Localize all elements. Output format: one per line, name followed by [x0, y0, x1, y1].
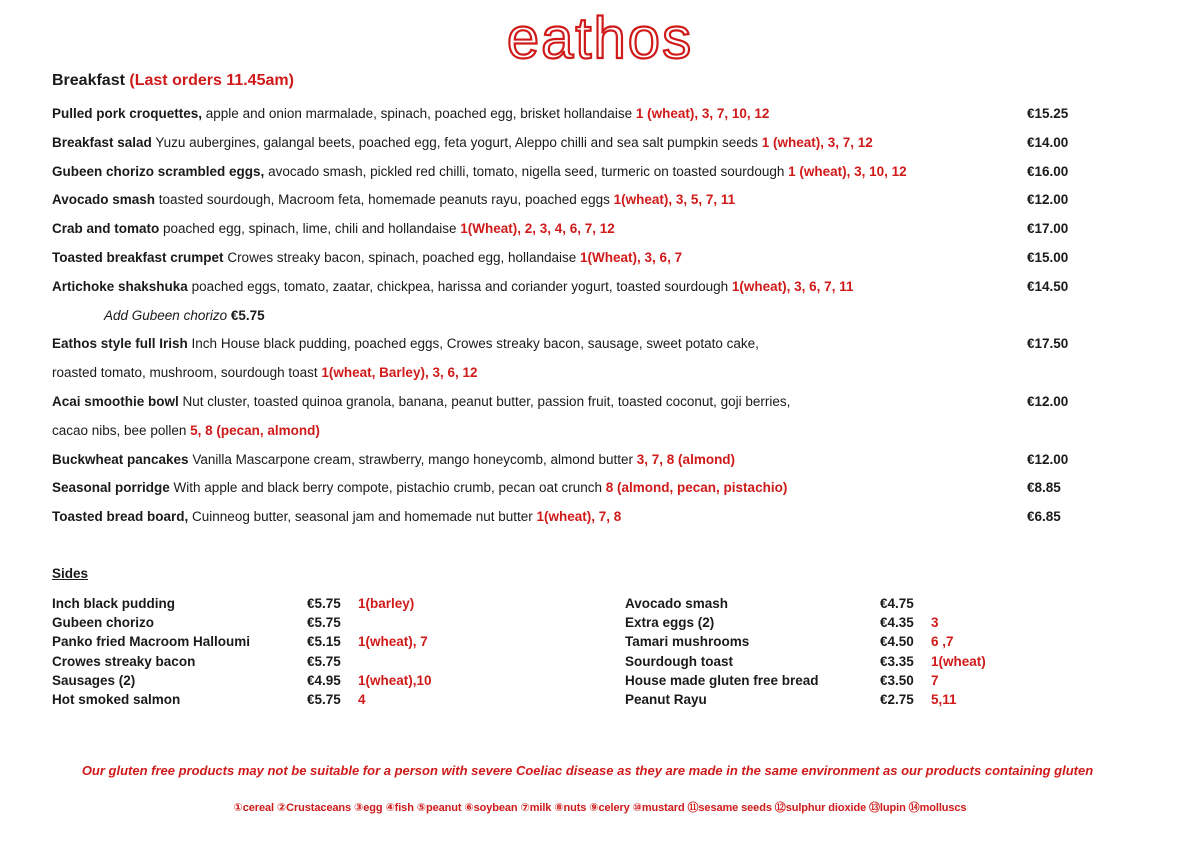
item-allergens: 1(wheat), 7, 8: [536, 509, 622, 525]
side-price: €5.75: [307, 691, 341, 707]
item-description: cacao nibs, bee pollen: [52, 422, 191, 438]
item-name: Toasted bread board,: [52, 509, 189, 525]
allergen-key: ①cereal ②Crustaceans ③egg ④fish ⑤peanut ⑥soybean ⑦milk ⑧nuts ⑨celery ⑩mustard ⑪sesame seeds ⑫sulphur dioxide ⑬lupin ⑭molluscs: [233, 802, 967, 814]
item-description: roasted tomato, mushroom, sourdough toast: [52, 365, 322, 381]
item-name: Crab and tomato: [52, 221, 160, 237]
item-description: poached eggs, tomato, zaatar, chickpea, harissa and coriander yogurt, toasted sourdough: [187, 278, 732, 294]
side-name: Panko fried Macroom Halloumi: [52, 634, 251, 650]
side-price: €5.75: [307, 615, 341, 631]
menu-item-continuation: [52, 417, 1152, 446]
item-price: €16.00: [1027, 163, 1069, 179]
logo-wordmark: eathos: [506, 6, 694, 71]
item-name: Toasted breakfast crumpet: [52, 249, 224, 265]
side-allergens: 1(wheat),10: [358, 672, 432, 688]
menu-item: [52, 158, 1152, 187]
menu-item: [52, 244, 1152, 273]
item-allergens: 1 (wheat), 3, 7, 10, 12: [635, 106, 770, 121]
item-price: €15.25: [1027, 106, 1069, 121]
item-description: With apple and black berry compote, pistachio crumb, pecan oat crunch: [169, 480, 606, 496]
side-name: Sourdough toast: [625, 653, 733, 669]
item-allergens: 1(wheat, Barley), 3, 6, 12: [321, 365, 478, 381]
eathos-logo: [0, 0, 1200, 72]
menu-item: [52, 273, 1152, 302]
side-name: Tamari mushrooms: [625, 634, 750, 650]
item-price: €15.00: [1027, 249, 1069, 265]
side-name: House made gluten free bread: [625, 672, 819, 688]
side-allergens: 1(wheat), 7: [358, 634, 428, 650]
side-price: €3.35: [880, 653, 914, 669]
menu-item: [52, 446, 1152, 475]
item-price: €12.00: [1027, 192, 1069, 208]
item-price: €14.50: [1027, 278, 1069, 294]
item-price: €8.85: [1027, 480, 1061, 496]
item-allergens: 3, 7, 8 (almond): [636, 451, 736, 467]
side-allergens: 4: [358, 691, 366, 707]
breakfast-menu: [52, 100, 1152, 532]
side-price: €4.95: [307, 672, 341, 688]
menu-item: [52, 388, 1152, 417]
item-price: €17.00: [1027, 221, 1069, 237]
menu-item: [52, 474, 1152, 503]
item-name: Seasonal porridge: [52, 480, 170, 496]
side-name: Peanut Rayu: [625, 691, 707, 707]
item-description: poached egg, spinach, lime, chili and hollandaise: [159, 221, 461, 237]
item-name: Gubeen chorizo scrambled eggs,: [52, 163, 265, 179]
side-allergens: 3: [931, 615, 939, 631]
addon-price: €5.75: [230, 307, 265, 323]
last-orders-note: (Last orders 11.45am): [129, 72, 294, 89]
side-price: €4.50: [880, 634, 914, 650]
item-description: Yuzu aubergines, galangal beets, poached egg, feta yogurt, Aleppo chilli and sea salt pumpkin seeds: [151, 134, 762, 150]
menu-item-continuation: [52, 359, 1152, 388]
side-price: €2.75: [880, 691, 914, 707]
item-price: €12.00: [1027, 393, 1069, 409]
item-price: €6.85: [1027, 509, 1061, 525]
menu-item: [52, 186, 1152, 215]
side-allergens: 1(wheat): [931, 653, 986, 669]
item-allergens: 1(wheat), 3, 6, 7, 11: [731, 278, 854, 294]
item-description: apple and onion marmalade, spinach, poached egg, brisket hollandaise: [202, 106, 636, 121]
item-allergens: 1(Wheat), 3, 6, 7: [580, 249, 683, 265]
item-name: Acai smoothie bowl: [52, 393, 179, 409]
menu-item: [52, 100, 1152, 129]
breakfast-heading: [52, 72, 294, 90]
item-description: Inch House black pudding, poached eggs, Crowes streaky bacon, sausage, sweet potato cake,: [187, 336, 759, 352]
item-description: toasted sourdough, Macroom feta, homemade peanuts rayu, poached eggs: [155, 192, 614, 208]
side-allergens: 7: [931, 672, 939, 688]
item-description: Crowes streaky bacon, spinach, poached egg, hollandaise: [223, 249, 581, 265]
breakfast-title: Breakfast: [52, 72, 125, 89]
addon-label: Add Gubeen chorizo: [104, 307, 228, 323]
item-allergens: 1 (wheat), 3, 10, 12: [788, 163, 907, 179]
side-allergens: 6 ,7: [931, 634, 954, 650]
menu-item: [52, 129, 1152, 158]
side-allergens: 5,11: [931, 691, 957, 707]
item-allergens: 5, 8 (pecan, almond): [190, 422, 320, 438]
item-name: Artichoke shakshuka: [52, 278, 188, 294]
item-price: €12.00: [1027, 451, 1069, 467]
menu-item: [52, 215, 1152, 244]
item-price: €14.00: [1027, 134, 1069, 150]
side-price: €3.50: [880, 672, 914, 688]
side-allergens: 1(barley): [358, 596, 415, 611]
side-price: €5.15: [307, 634, 341, 650]
menu-item: [52, 503, 1152, 532]
item-name: Buckwheat pancakes: [52, 451, 189, 467]
side-name: Gubeen chorizo: [52, 615, 155, 631]
side-name: Avocado smash: [625, 596, 729, 611]
item-description: Vanilla Mascarpone cream, strawberry, mango honeycomb, almond butter: [188, 451, 637, 467]
item-description: Nut cluster, toasted quinoa granola, banana, peanut butter, passion fruit, toasted coconut, goji berries,: [178, 393, 791, 409]
item-name: Avocado smash: [52, 192, 156, 208]
side-name: Crowes streaky bacon: [52, 653, 196, 669]
item-name: Breakfast salad: [52, 134, 152, 150]
item-allergens: 8 (almond, pecan, pistachio): [605, 480, 788, 496]
side-price: €4.75: [880, 596, 914, 611]
side-name: Hot smoked salmon: [52, 691, 181, 707]
item-allergens: 1(Wheat), 2, 3, 4, 6, 7, 12: [460, 221, 615, 237]
side-name: Inch black pudding: [52, 596, 176, 611]
side-price: €5.75: [307, 596, 341, 611]
item-allergens: 1 (wheat), 3, 7, 12: [761, 134, 873, 150]
item-name: Pulled pork croquettes,: [52, 106, 203, 121]
side-name: Sausages (2): [52, 672, 136, 688]
side-price: €5.75: [307, 653, 341, 669]
item-description: Cuinneog butter, seasonal jam and homemade nut butter: [188, 509, 537, 525]
item-name: Eathos style full Irish: [52, 336, 188, 352]
item-price: €17.50: [1027, 336, 1069, 352]
sides-heading: Sides: [52, 566, 89, 581]
menu-item: [52, 330, 1152, 359]
addon-row: [52, 302, 1152, 331]
item-description: avocado smash, pickled red chilli, tomato, nigella seed, turmeric on toasted sourdough: [264, 163, 789, 179]
side-price: €4.35: [880, 615, 914, 631]
side-name: Extra eggs (2): [625, 615, 715, 631]
gluten-disclaimer: Our gluten free products may not be suitable for a person with severe Coeliac disease as they are made in the same environment as our products containing gluten: [81, 763, 1094, 778]
item-allergens: 1(wheat), 3, 5, 7, 11: [613, 192, 736, 208]
